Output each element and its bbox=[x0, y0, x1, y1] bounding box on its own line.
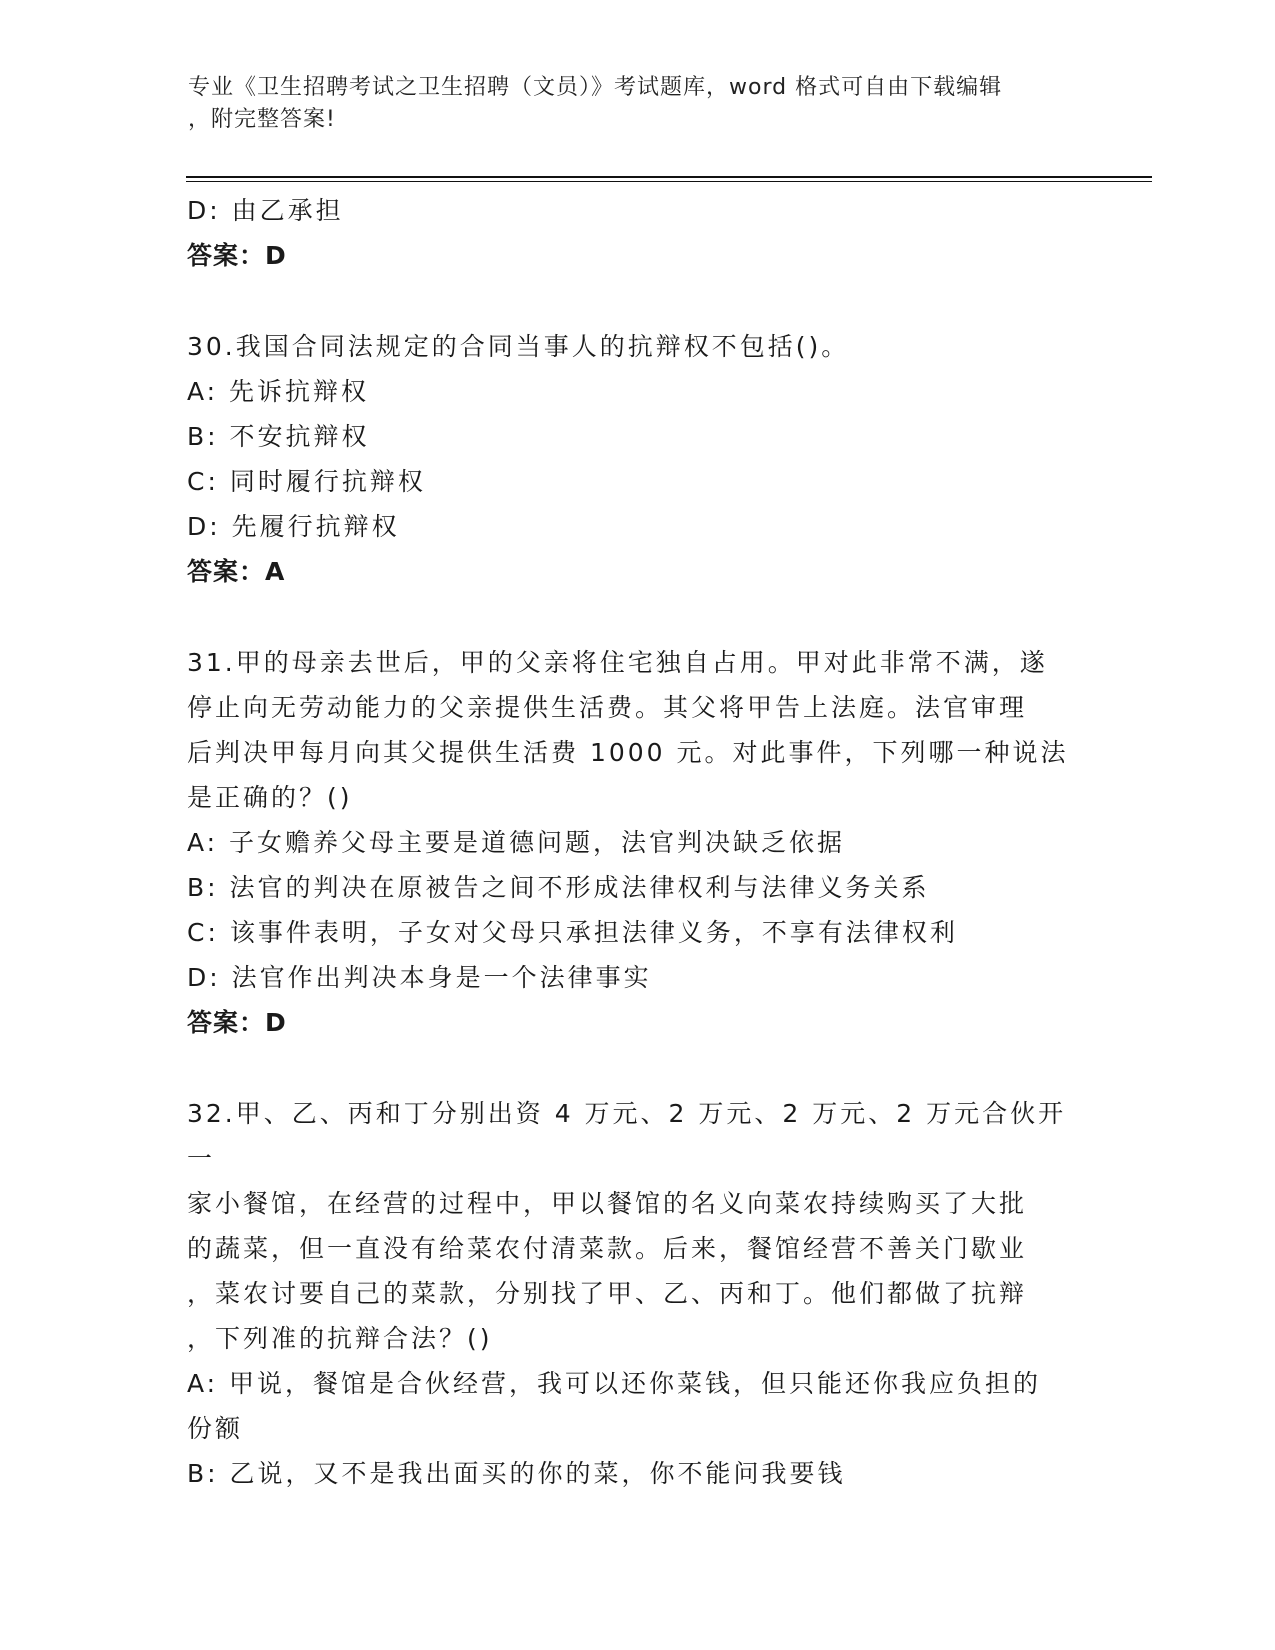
question-32-text-line: ，菜农讨要自己的菜款，分别找了甲、乙、丙和丁。他们都做了抗辩 bbox=[187, 1279, 1028, 1308]
question-30-option-a: A: 先诉抗辩权 bbox=[187, 377, 370, 406]
question-31-option-b: B: 法官的判决在原被告之间不形成法律权利与法律义务关系 bbox=[187, 873, 930, 902]
question-31-answer: 答案：D bbox=[187, 1008, 287, 1037]
header-rule-thick bbox=[186, 176, 1152, 178]
question-31-option-c: C: 该事件表明，子女对父母只承担法律义务，不享有法律权利 bbox=[187, 918, 958, 947]
header-line-1: 专业《卫生招聘考试之卫生招聘（文员）》考试题库，word 格式可自由下载编辑 bbox=[188, 75, 1003, 100]
spacer bbox=[187, 278, 1087, 324]
question-31-text-line: 是正确的？() bbox=[187, 783, 353, 812]
spacer bbox=[187, 1045, 1087, 1091]
question-content bbox=[187, 188, 1087, 1496]
page-header bbox=[188, 72, 1088, 136]
question-30 bbox=[187, 324, 1087, 594]
question-30-option-c: C: 同时履行抗辩权 bbox=[187, 467, 426, 496]
question-31-text-line: 停止向无劳动能力的父亲提供生活费。其父将甲告上法庭。法官审理 bbox=[187, 693, 1028, 722]
question-31-option-d: D: 法官作出判决本身是一个法律事实 bbox=[187, 963, 652, 992]
header-line-2: ，附完整答案! bbox=[188, 107, 336, 132]
question-32-option-a-line: A: 甲说，餐馆是合伙经营，我可以还你菜钱，但只能还你我应负担的 bbox=[187, 1369, 1042, 1398]
question-31-option-a: A: 子女赡养父母主要是道德问题，法官判决缺乏依据 bbox=[187, 828, 846, 857]
question-32-text-line: 的蔬菜，但一直没有给菜农付清菜款。后来，餐馆经营不善关门歇业 bbox=[187, 1234, 1028, 1263]
question-30-answer: 答案：A bbox=[187, 557, 286, 586]
question-30-text: 30.我国合同法规定的合同当事人的抗辩权不包括()。 bbox=[187, 332, 850, 361]
question-31-text-line: 31.甲的母亲去世后，甲的父亲将住宅独自占用。甲对此非常不满，遂 bbox=[187, 648, 1048, 677]
question-32-option-b: B: 乙说，又不是我出面买的你的菜，你不能问我要钱 bbox=[187, 1459, 846, 1488]
question-31 bbox=[187, 640, 1087, 1045]
question-32-option-a-line: 份额 bbox=[187, 1414, 244, 1443]
prev-option-d: D: 由乙承担 bbox=[187, 196, 344, 225]
question-32 bbox=[187, 1091, 1087, 1496]
question-32-text-line: ，下列准的抗辩合法？() bbox=[187, 1324, 493, 1353]
question-32-text-line: 家小餐馆，在经营的过程中，甲以餐馆的名义向菜农持续购买了大批 bbox=[187, 1189, 1028, 1218]
spacer bbox=[187, 594, 1087, 640]
question-31-text-line: 后判决甲每月向其父提供生活费 1000 元。对此事件，下列哪一种说法 bbox=[187, 738, 1069, 767]
question-32-text-line: 32.甲、乙、丙和丁分别出资 4 万元、2 万元、2 万元、2 万元合伙开一 bbox=[187, 1099, 1067, 1173]
header-rule-thin bbox=[186, 181, 1152, 182]
question-30-option-d: D: 先履行抗辩权 bbox=[187, 512, 400, 541]
prev-answer: 答案：D bbox=[187, 241, 287, 270]
question-30-option-b: B: 不安抗辩权 bbox=[187, 422, 370, 451]
